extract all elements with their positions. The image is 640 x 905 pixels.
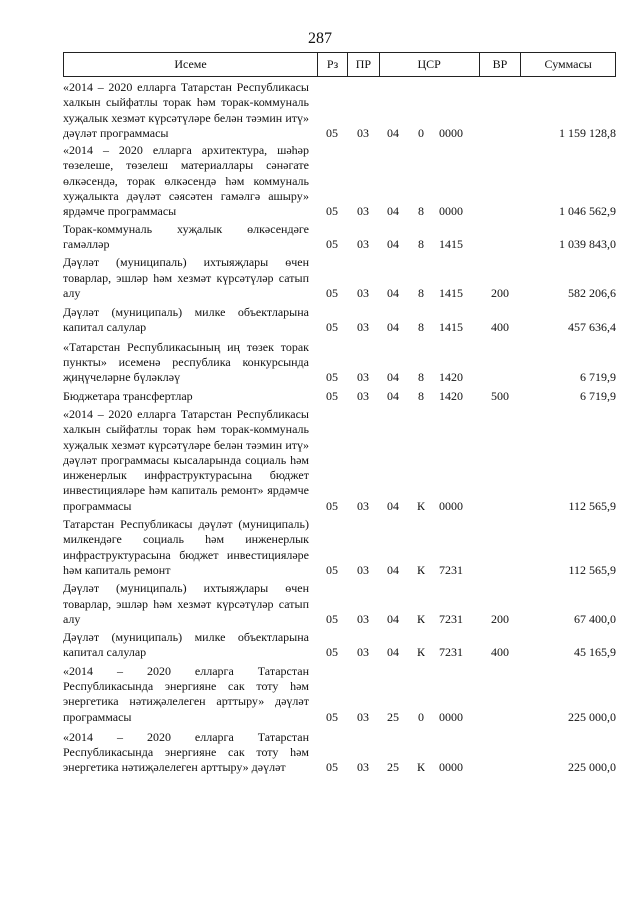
row-csr-b: 0 — [418, 709, 424, 724]
row-csr-c: 1420 — [439, 388, 463, 403]
table-row — [63, 517, 616, 578]
row-csr-c: 1415 — [439, 285, 463, 300]
row-csr-a: 04 — [387, 645, 399, 660]
header-sum: Суммасы — [520, 53, 615, 76]
row-rz: 05 — [326, 388, 338, 403]
row-csr-b: 8 — [418, 320, 424, 335]
row-name: «2014 – 2020 елларга Татарстан Республикасы халкын сыйфатлы торак һәм торак-коммуналь хуҗалык хезмәт күрсәтүләре белән тәэмин итү» дәүләт программасы — [63, 80, 309, 140]
row-name: «2014 – 2020 елларга Татарстан Республикасында энергияне сак тоту һәм энергетика нәтиҗәлелеген арттыру» дәүләт программасы — [63, 663, 309, 724]
table-row — [63, 630, 616, 661]
table-row — [63, 730, 616, 776]
table-body — [63, 80, 616, 776]
row-csr-b: 8 — [418, 236, 424, 251]
row-name: «2014 – 2020 елларга архитектура, шәһәр төзелеше, төзелеш материаллары сәнәгате өлкәсендә, торак өлкәсендә һәм коммуналь хуҗалыкта дәүләт сәясәтен гамәлгә ашыру» ярдәмче программасы — [63, 143, 309, 219]
row-rz: 05 — [326, 709, 338, 724]
row-name: «2014 – 2020 елларга Татарстан Республикасы халкын сыйфатлы торак һәм торак-коммуналь хуҗалык хезмәт күрсәтүләре белән тәэмин итү» дәүләт программасы кысаларында социаль һәм инженерлык инфраструктурасына бюджет инвестицияләре һәм капиталь ремонт» ярдәмче программасы — [63, 406, 309, 513]
row-csr-a: 04 — [387, 236, 399, 251]
table-row — [63, 581, 616, 627]
row-csr-b: К — [416, 562, 425, 577]
row-name: «2014 – 2020 елларга Татарстан Республикасында энергияне сак тоту һәм энергетика нәтиҗәлелеген арттыру» дәүләт — [63, 729, 309, 775]
row-csr-a: 04 — [387, 611, 399, 626]
row-csr-c: 7231 — [439, 562, 463, 577]
row-sum: 67 400,0 — [574, 611, 616, 626]
row-rz: 05 — [326, 760, 338, 775]
table-row — [63, 664, 616, 725]
row-name: Торак-коммуналь хуҗалык өлкәсендәге гамәлләр — [63, 221, 309, 251]
row-rz: 05 — [326, 562, 338, 577]
row-csr-b: К — [416, 611, 425, 626]
row-sum: 6 719,9 — [580, 388, 616, 403]
row-csr-b: К — [416, 645, 425, 660]
row-csr-c: 0000 — [439, 125, 463, 140]
row-csr-c: 0000 — [439, 760, 463, 775]
row-csr-b: 0 — [418, 125, 424, 140]
row-vr: 400 — [491, 645, 509, 660]
row-csr-c: 0000 — [439, 498, 463, 513]
row-pr: 03 — [357, 236, 369, 251]
row-pr: 03 — [357, 388, 369, 403]
row-csr-a: 04 — [387, 285, 399, 300]
row-csr-c: 1415 — [439, 320, 463, 335]
header-pr: ПР — [347, 53, 379, 76]
row-csr-a: 04 — [387, 388, 399, 403]
row-sum: 582 206,6 — [568, 285, 616, 300]
row-vr: 200 — [491, 285, 509, 300]
row-name: Дәүләт (муниципаль) ихтыяҗлары өчен товарлар, эшләр һәм хезмәт күрсәтүләр сатып алу — [63, 581, 309, 626]
table-row — [63, 143, 616, 219]
row-csr-b: 8 — [418, 388, 424, 403]
row-pr: 03 — [357, 760, 369, 775]
row-vr: 200 — [491, 611, 509, 626]
row-csr-c: 0000 — [439, 204, 463, 219]
row-pr: 03 — [357, 370, 369, 385]
header-name: Исеме — [174, 57, 207, 71]
row-csr-a: 25 — [387, 709, 399, 724]
header-vr: ВР — [479, 53, 521, 76]
row-rz: 05 — [326, 370, 338, 385]
row-sum: 1 046 562,9 — [559, 204, 616, 219]
table-row — [63, 222, 616, 253]
row-pr: 03 — [357, 125, 369, 140]
row-vr: 400 — [491, 320, 509, 335]
row-sum: 6 719,9 — [580, 370, 616, 385]
row-csr-a: 04 — [387, 125, 399, 140]
row-rz: 05 — [326, 645, 338, 660]
row-csr-b: 8 — [418, 204, 424, 219]
row-sum: 1 039 843,0 — [559, 236, 616, 251]
row-sum: 112 565,9 — [568, 498, 616, 513]
row-pr: 03 — [357, 709, 369, 724]
row-csr-b: 8 — [418, 285, 424, 300]
row-pr: 03 — [357, 285, 369, 300]
row-sum: 45 165,9 — [574, 645, 616, 660]
row-csr-a: 04 — [387, 498, 399, 513]
row-vr: 500 — [491, 388, 509, 403]
row-pr: 03 — [357, 562, 369, 577]
row-csr-c: 7231 — [439, 611, 463, 626]
row-sum: 225 000,0 — [568, 760, 616, 775]
row-csr-b: К — [416, 760, 425, 775]
row-csr-c: 1420 — [439, 370, 463, 385]
table-row — [63, 340, 616, 386]
row-pr: 03 — [357, 498, 369, 513]
row-pr: 03 — [357, 611, 369, 626]
table-row — [63, 255, 616, 301]
row-pr: 03 — [357, 204, 369, 219]
row-rz: 05 — [326, 498, 338, 513]
row-sum: 1 159 128,8 — [559, 125, 616, 140]
row-csr-a: 04 — [387, 562, 399, 577]
table-row — [63, 389, 616, 404]
row-pr: 03 — [357, 320, 369, 335]
row-name: Бюджетара трансфертлар — [63, 388, 193, 403]
row-csr-c: 7231 — [439, 645, 463, 660]
row-name: Дәүләт (муниципаль) милке объектларына капитал салулар — [63, 305, 309, 335]
row-csr-c: 1415 — [439, 236, 463, 251]
row-name: Татарстан Республикасы дәүләт (муниципаль) милкендәге социаль һәм инженерлык инфраструктурасына бюджет инвестицияләре һәм капиталь ремонт — [63, 517, 309, 577]
row-csr-a: 04 — [387, 204, 399, 219]
row-sum: 457 636,4 — [568, 320, 616, 335]
row-csr-a: 04 — [387, 370, 399, 385]
row-csr-b: 8 — [418, 370, 424, 385]
header-rz: Рз — [317, 53, 347, 76]
row-name: «Татарстан Республикасының иң төзек торак пункты» исеменә республика конкурсында җиңүчеләрне бүләкләү — [63, 339, 309, 385]
row-csr-c: 0000 — [439, 709, 463, 724]
table-row — [63, 80, 616, 141]
row-rz: 05 — [326, 611, 338, 626]
row-name: Дәүләт (муниципаль) милке объектларына капитал салулар — [63, 630, 309, 660]
row-rz: 05 — [326, 285, 338, 300]
table-row — [63, 407, 616, 514]
row-csr-b: К — [416, 498, 425, 513]
page-number: 287 — [308, 30, 332, 47]
row-rz: 05 — [326, 125, 338, 140]
row-name: Дәүләт (муниципаль) ихтыяҗлары өчен товарлар, эшләр һәм хезмәт күрсәтүләр сатып алу — [63, 255, 309, 300]
row-rz: 05 — [326, 204, 338, 219]
row-csr-a: 25 — [387, 760, 399, 775]
budget-table — [63, 52, 616, 776]
row-sum: 225 000,0 — [568, 709, 616, 724]
header-csr: ЦСР — [379, 53, 479, 76]
row-csr-a: 04 — [387, 320, 399, 335]
row-rz: 05 — [326, 320, 338, 335]
row-pr: 03 — [357, 645, 369, 660]
table-row — [63, 305, 616, 336]
row-rz: 05 — [326, 236, 338, 251]
row-sum: 112 565,9 — [568, 562, 616, 577]
table-header — [63, 52, 616, 77]
